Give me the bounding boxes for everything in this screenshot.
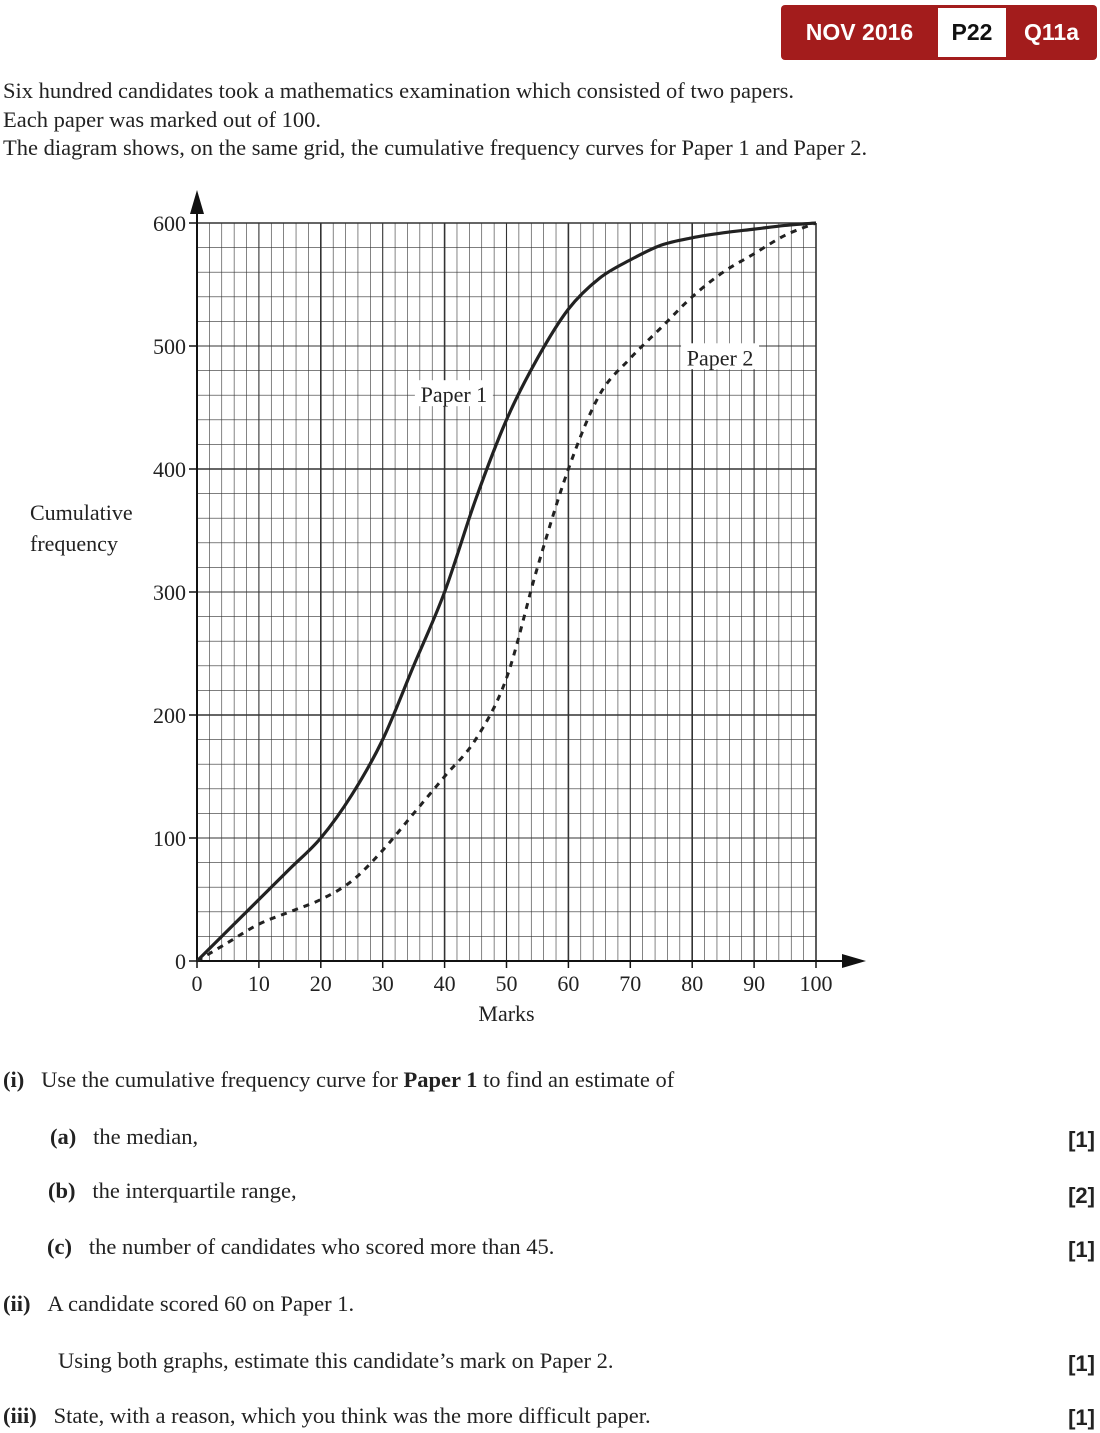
question-a: [50, 1124, 198, 1150]
y-tick-label: 400: [153, 457, 186, 482]
question-text: Using both graphs, estimate this candidate’s mark on Paper 2.: [58, 1348, 614, 1373]
intro-line: Six hundred candidates took a mathematics examination which consisted of two papers.: [3, 78, 795, 103]
x-tick-label: 50: [495, 971, 518, 996]
y-tick-label: 300: [153, 580, 186, 605]
question-b: [48, 1178, 297, 1204]
y-axis-label-line: frequency: [30, 531, 118, 556]
x-tick-label: 30: [371, 971, 394, 996]
chart-labels: [30, 211, 833, 1026]
y-axis-label: [30, 500, 133, 556]
marks-label: [1]: [1068, 1237, 1095, 1262]
intro-line: The diagram shows, on the same grid, the cumulative frequency curves for Paper 1 and Paper 2.: [3, 135, 868, 160]
question-text: the median,: [93, 1124, 199, 1149]
question-number: (iii): [3, 1403, 37, 1428]
x-tick-label: 70: [619, 971, 642, 996]
x-tick-label: 10: [247, 971, 270, 996]
question-text: State, with a reason, which you think was the more difficult paper.: [53, 1403, 651, 1428]
x-tick-label: 0: [191, 971, 203, 996]
x-tick-label: 100: [799, 971, 833, 996]
y-tick-label: 0: [175, 949, 186, 974]
y-tick-label: 200: [153, 703, 186, 728]
question-text: A candidate scored 60 on Paper 1.: [47, 1291, 355, 1316]
question-number: (b): [48, 1178, 76, 1203]
question-number: (a): [50, 1124, 77, 1149]
question-text: the interquartile range,: [92, 1178, 297, 1203]
y-tick-label: 600: [153, 211, 186, 236]
question-text: Use the cumulative frequency curve for: [41, 1067, 404, 1092]
intro-text: [3, 77, 867, 163]
x-axis-arrow: [842, 954, 866, 968]
marks-label: [1]: [1068, 1127, 1095, 1152]
paper-label: P22: [938, 8, 1006, 57]
marks-label: [1]: [1068, 1351, 1095, 1376]
x-tick-label: 90: [743, 971, 766, 996]
y-axis-arrow: [190, 190, 204, 214]
y-axis-label-line: Cumulative: [30, 500, 133, 525]
question-text: the number of candidates who scored more than 45.: [88, 1234, 555, 1259]
x-tick-label: 80: [681, 971, 704, 996]
x-tick-label: 60: [557, 971, 580, 996]
series-label: Paper 2: [686, 345, 754, 371]
marks-label: [2]: [1068, 1183, 1095, 1208]
question-bold-text: Paper 1: [403, 1067, 478, 1092]
question-number: (i): [3, 1067, 25, 1092]
x-tick-label: 20: [309, 971, 332, 996]
question-ii: [3, 1291, 354, 1317]
y-tick-label: 100: [153, 826, 186, 851]
question-number: (c): [47, 1234, 72, 1259]
question-label: Q11a: [1024, 19, 1079, 45]
axes: [189, 190, 866, 968]
x-tick-label: 40: [433, 971, 456, 996]
question-number: (ii): [3, 1291, 31, 1316]
question-text: to find an estimate of: [477, 1067, 675, 1092]
question-badge: [781, 5, 1097, 60]
cumulative-frequency-chart: [0, 180, 1100, 1040]
x-axis-label: Marks: [478, 1001, 535, 1026]
question-iii: [3, 1403, 651, 1429]
series-label: Paper 1: [420, 382, 488, 408]
y-tick-label: 500: [153, 334, 186, 359]
question-c: [47, 1234, 554, 1260]
question-i: [3, 1067, 674, 1093]
intro-line: Each paper was marked out of 100.: [3, 106, 322, 132]
minor-grid: [197, 223, 816, 961]
marks-label: [1]: [1068, 1405, 1095, 1430]
session-label: NOV 2016: [805, 19, 914, 45]
question-ii-part2: [58, 1348, 614, 1374]
